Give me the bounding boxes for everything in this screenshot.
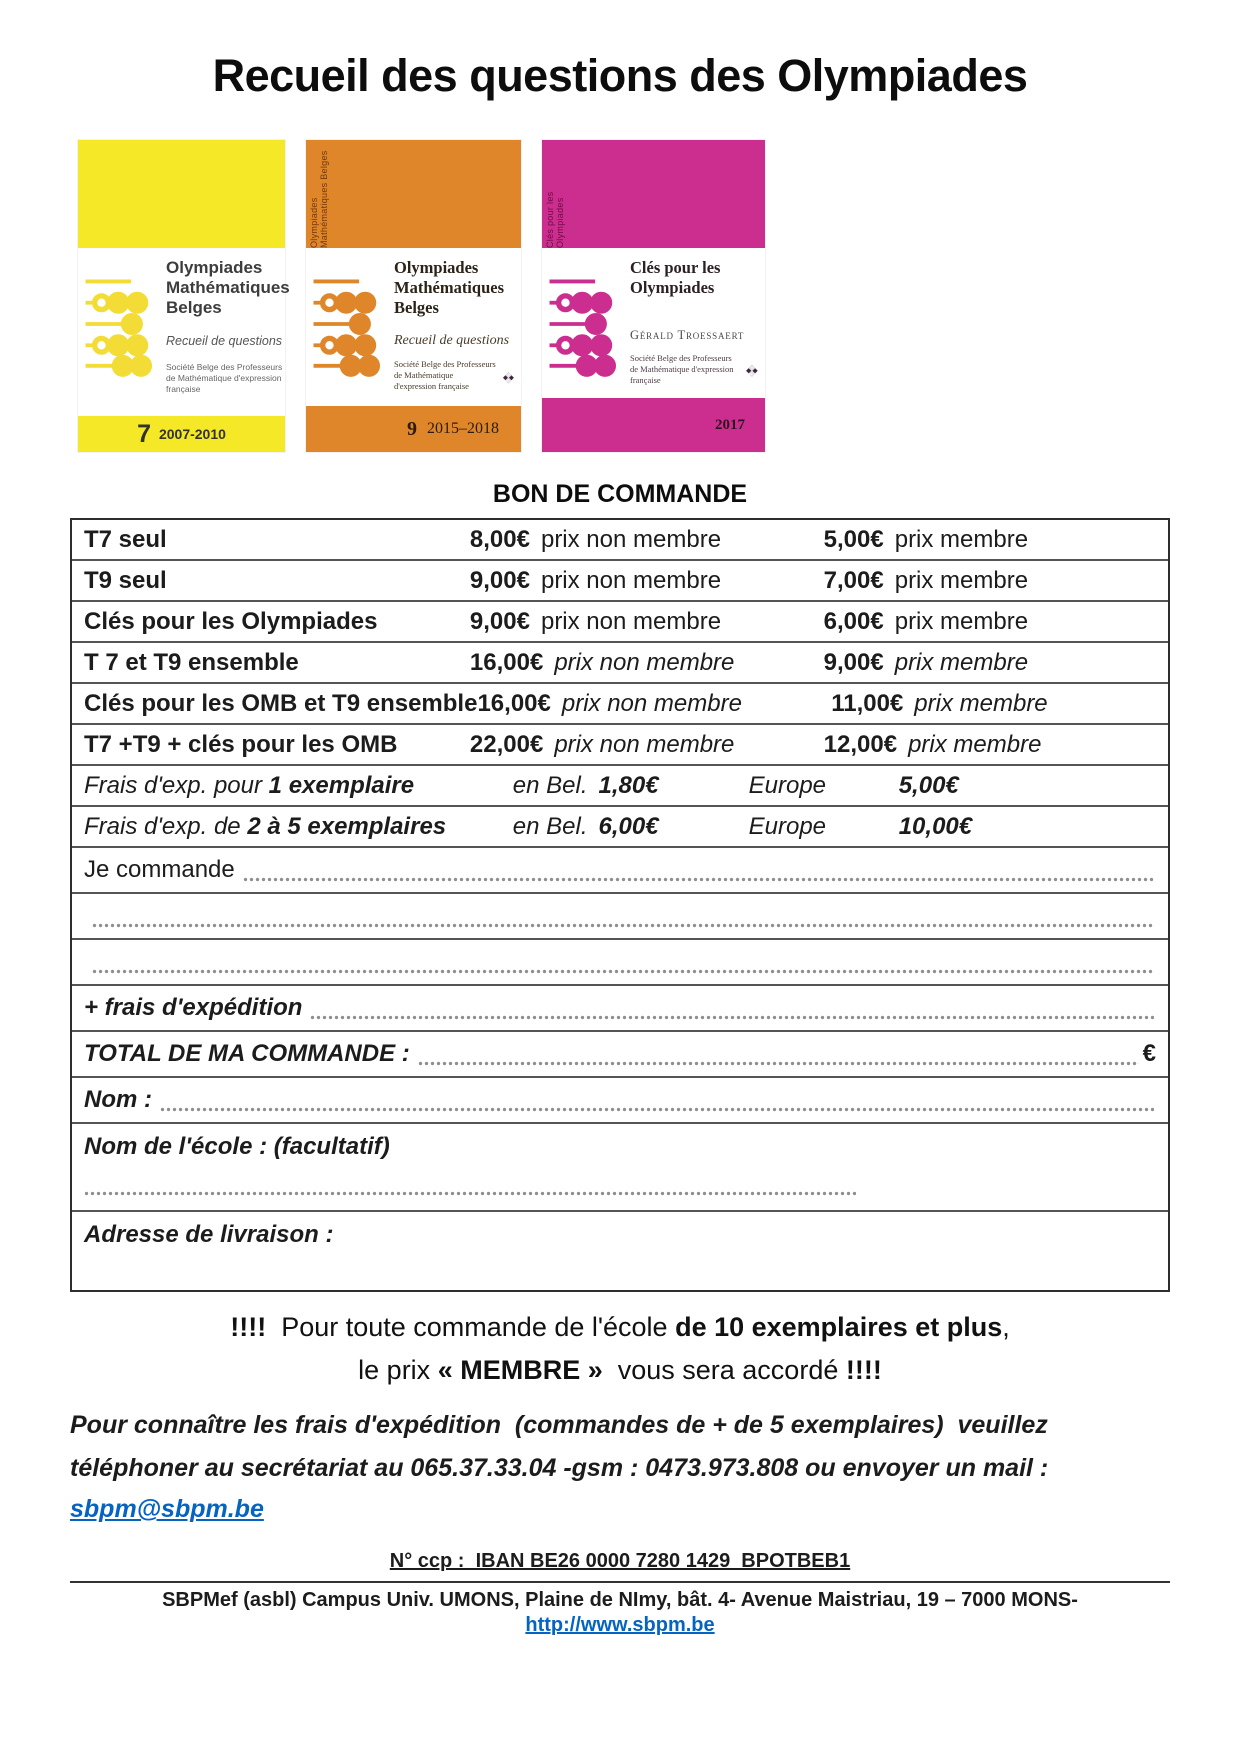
shipping-label: Frais d'exp. de 2 à 5 exemplaires (84, 812, 447, 840)
price-row-t9 (72, 561, 1168, 602)
price-member-text: prix membre (908, 730, 1042, 758)
book-cover-t7 (78, 140, 290, 452)
order-form-heading: BON DE COMMANDE (492, 480, 748, 508)
order-label: Je commande (84, 856, 235, 883)
cover-t9-publisher: Société Belge des Professeurs de Mathématique d'expression française (394, 359, 496, 392)
bank-account-line: N° ccp : IBAN BE26 0000 7280 1429 BPOTBEB1 (389, 1550, 851, 1572)
item-label: T7 seul (84, 525, 167, 553)
member-price-note-line1: !!!! Pour toute commande de l'école de 10 exemplaires et plus, (230, 1312, 1010, 1342)
price-member: 6,00€ (823, 607, 884, 635)
abacus-icon (312, 258, 388, 390)
sbpm-diamond-logo (745, 356, 759, 386)
shipping-label: Frais d'exp. pour 1 exemplaire (84, 771, 415, 799)
book-cover-cles (542, 140, 765, 452)
fill-in-line (84, 1191, 856, 1196)
cover-t9-years: 2015–2018 (427, 420, 499, 437)
order-input-row (72, 848, 1168, 894)
cover-cles-title: Clés pour les Olympiades (630, 258, 721, 297)
belgium-price: 6,00€ (598, 812, 659, 840)
cover-t7-volume: 7 (137, 419, 151, 448)
cover-t7-years: 2007-2010 (158, 426, 226, 442)
price-member: 12,00€ (823, 730, 898, 758)
total-label: TOTAL DE MA COMMANDE : (84, 1040, 410, 1067)
book-covers-row (78, 140, 1170, 452)
website-link[interactable]: http://www.sbpm.be (525, 1614, 715, 1636)
order-table (70, 518, 1170, 1292)
cover-t9-band (306, 406, 521, 452)
svg-text:S: S (509, 373, 511, 377)
shipping-row-1 (72, 766, 1168, 807)
price-non-member: 22,00€ (469, 730, 544, 758)
price-member-text: prix membre (894, 607, 1029, 635)
svg-text:M: M (749, 372, 752, 376)
price-row-t7-t9-cles (72, 725, 1168, 766)
price-non-member-text: prix non membre (540, 607, 722, 635)
cover-t7-band (78, 416, 285, 452)
item-label: Clés pour les OMB et T9 ensemble (84, 689, 478, 717)
cover-cles-band (542, 398, 765, 452)
cover-t7-subtitle: Recueil de questions (166, 334, 283, 349)
abacus-icon (84, 258, 160, 390)
delivery-address-row (72, 1212, 1168, 1290)
total-row (72, 1032, 1168, 1078)
fill-in-line (418, 1061, 1139, 1066)
cover-t9-spine-text: Olympiades Mathématiques Belges (309, 150, 329, 248)
fill-in-line (92, 923, 1154, 928)
price-row-cles-t9 (72, 684, 1168, 725)
price-non-member-text: prix non membre (554, 648, 735, 676)
belgium-label: en Bel. (512, 771, 588, 799)
cover-t7-title: Olympiades Mathématiques Belges (166, 258, 290, 318)
cover-t9-volume: 9 (407, 417, 417, 440)
cover-cles-color-block (542, 140, 765, 248)
name-row (72, 1078, 1168, 1124)
item-label: T 7 et T9 ensemble (84, 648, 299, 676)
svg-text:S: S (753, 367, 755, 371)
price-member: 5,00€ (823, 525, 884, 553)
cover-cles-author: Gérald Troessaert (630, 327, 745, 342)
shipping-fee-label: + frais d'expédition (84, 994, 303, 1021)
order-input-row-2 (72, 894, 1168, 940)
page-title: Recueil des questions des Olympiades (212, 50, 1028, 101)
shipping-contact-info: Pour connaître les frais d'expédition (commandes de + de 5 exemplaires) veuillez téléphoner au secrétariat au 065.37.33.04 -gsm : 0473.973.808 ou envoyer un mail : (70, 1411, 1055, 1482)
price-non-member: 9,00€ (469, 566, 530, 594)
fill-in-line (92, 969, 1154, 974)
item-label: Clés pour les Olympiades (84, 607, 378, 635)
cover-t9-subtitle: Recueil de questions (394, 333, 510, 349)
item-label: T7 +T9 + clés pour les OMB (84, 730, 398, 758)
cover-cles-years: 2017 (715, 416, 745, 433)
name-label: Nom : (84, 1086, 152, 1113)
price-member: 7,00€ (823, 566, 884, 594)
price-row-t7 (72, 520, 1168, 561)
price-member-text: prix membre (894, 566, 1029, 594)
price-non-member: 9,00€ (469, 607, 530, 635)
item-label: T9 seul (84, 566, 167, 594)
currency-symbol: € (1142, 1040, 1156, 1067)
price-member: 9,00€ (823, 648, 884, 676)
price-non-member: 16,00€ (477, 689, 551, 717)
fill-in-line (160, 1107, 1154, 1112)
delivery-address-label: Adresse de livraison : (84, 1221, 334, 1248)
price-non-member-text: prix non membre (540, 525, 722, 553)
footer-divider (70, 1581, 1170, 1583)
price-non-member-text: prix non membre (554, 730, 735, 758)
svg-text:P: P (511, 377, 513, 381)
footer-address: SBPMef (asbl) Campus Univ. UMONS, Plaine de NImy, bât. 4- Avenue Maistriau, 19 – 7000 MONS- (162, 1589, 1078, 1611)
svg-text:P: P (754, 370, 757, 374)
cover-t7-publisher: Société Belge des Professeurs de Mathématique d'expression française (166, 362, 283, 395)
belgium-label: en Bel. (512, 812, 588, 840)
shipping-row-2 (72, 807, 1168, 848)
price-non-member-text: prix non membre (540, 566, 722, 594)
cover-t9-color-block (306, 140, 521, 248)
svg-text:M: M (505, 379, 509, 383)
book-cover-t9 (306, 140, 521, 452)
price-member-text: prix membre (894, 525, 1029, 553)
price-non-member: 16,00€ (469, 648, 544, 676)
europe-price: 10,00€ (898, 812, 973, 840)
belgium-price: 1,80€ (598, 771, 659, 799)
price-row-t7-t9 (72, 643, 1168, 684)
shipping-fee-row (72, 986, 1168, 1032)
school-label: Nom de l'école : (facultatif) (84, 1133, 390, 1160)
email-link[interactable]: sbpm@sbpm.be (70, 1495, 264, 1523)
cover-t9-title: Olympiades Mathématiques Belges (394, 258, 504, 317)
europe-price: 5,00€ (898, 771, 959, 799)
cover-t7-color-block (78, 140, 285, 248)
cover-cles-publisher: Société Belge des Professeurs de Mathématique d'expression française (630, 352, 734, 385)
price-member-text: prix membre (914, 689, 1048, 717)
abacus-icon (548, 258, 624, 390)
member-price-note-line2: le prix « MEMBRE » vous sera accordé !!!! (358, 1355, 882, 1385)
order-input-row-3 (72, 940, 1168, 986)
europe-label: Europe (748, 771, 827, 799)
fill-in-line (310, 1015, 1154, 1020)
school-row (72, 1124, 1168, 1212)
sbpm-diamond-logo (502, 363, 515, 393)
price-row-cles (72, 602, 1168, 643)
price-non-member: 8,00€ (469, 525, 530, 553)
price-non-member-text: prix non membre (561, 689, 742, 717)
price-member: 11,00€ (831, 689, 904, 717)
price-member-text: prix membre (894, 648, 1029, 676)
europe-label: Europe (748, 812, 827, 840)
fill-in-line (243, 877, 1154, 882)
cover-cles-spine-text: Clés pour les Olympiades (545, 191, 565, 248)
